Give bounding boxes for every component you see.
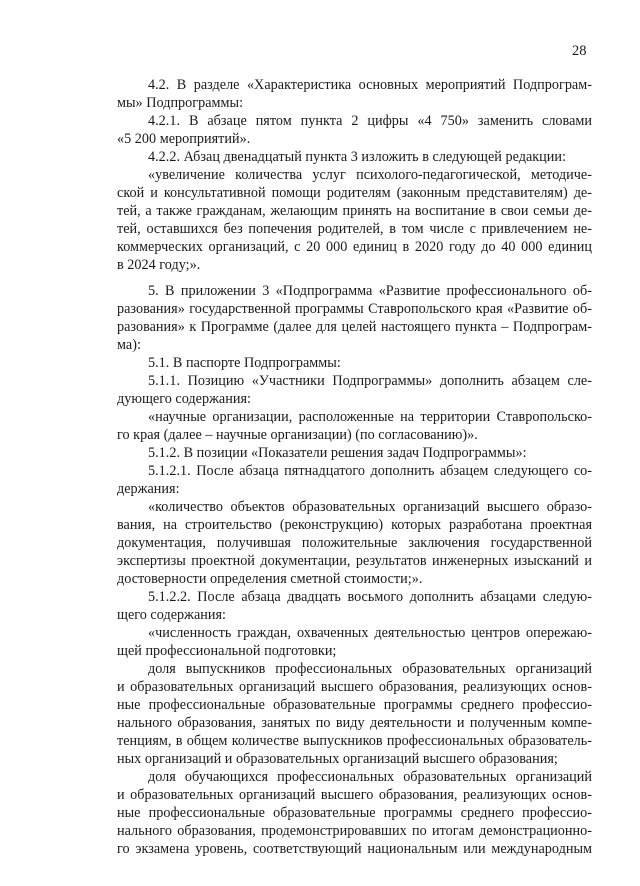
text-line: го экзамена уровень, соответствующий национальным или международным <box>117 841 592 857</box>
text-line: ской и консультативной помощи родителям (законным представителям) де- <box>117 185 592 201</box>
text-line: 5. В приложении 3 «Подпрограмма «Развитие профессионального об- <box>148 283 592 299</box>
text-line: ных организаций и образовательных организаций высшего образования; <box>117 751 558 767</box>
text-line: 5.1.2. В позиции «Показатели решения задач Подпрограммы»: <box>148 445 527 461</box>
text-line: «численность граждан, охваченных деятельностью центров опережаю- <box>148 625 592 641</box>
text-line: нального образования, занятых по виду деятельности и полученным компе- <box>117 715 592 731</box>
text-line: документация, получившая положительные заключения государственной <box>117 535 592 551</box>
text-line: ные профессиональные образовательные программы среднего профессио- <box>117 805 592 821</box>
text-line: 4.2.2. Абзац двенадцатый пункта 3 изложить в следующей редакции: <box>148 149 566 165</box>
text-line: 5.1.2.2. После абзаца двадцать восьмого дополнить абзацами следую- <box>148 589 592 605</box>
text-line: коммерческих организаций, с 20 000 единиц в 2020 году до 40 000 единиц <box>117 239 592 255</box>
text-line: 4.2. В разделе «Характеристика основных мероприятий Подпрограм- <box>148 77 592 93</box>
text-line: разования» к Программе (далее для целей настоящего пункта – Подпрограм- <box>117 319 592 335</box>
text-line: ные профессиональные образовательные программы среднего профессио- <box>117 697 592 713</box>
text-line: 5.1. В паспорте Подпрограммы: <box>148 355 341 371</box>
text-line: «научные организации, расположенные на территории Ставропольско- <box>148 409 592 425</box>
text-line: в 2024 году;». <box>117 257 201 273</box>
text-line: 5.1.2.1. После абзаца пятнадцатого дополнить абзацем следующего со- <box>148 463 592 479</box>
text-line: щей профессиональной подготовки; <box>117 643 337 659</box>
text-line: мы» Подпрограммы: <box>117 95 244 111</box>
text-line: держания: <box>117 481 180 497</box>
text-line: доля обучающихся профессиональных образовательных организаций <box>148 769 592 785</box>
text-line: достоверности определения сметной стоимости;». <box>117 571 423 587</box>
text-line: тей, оставшихся без попечения родителей, в том числе с привлечением не- <box>117 221 592 237</box>
text-line: тенциям, в общем количестве выпускников профессиональных образователь- <box>117 733 592 749</box>
text-line: 5.1.1. Позицию «Участники Подпрограммы» дополнить абзацем сле- <box>148 373 592 389</box>
text-line: и образовательных организаций высшего образования, реализующих основ- <box>117 787 592 803</box>
text-line: тей, а также гражданам, желающим принять на воспитание в свои семьи де- <box>117 203 592 219</box>
text-line: го края (далее – научные организации) (по согласованию)». <box>117 427 478 443</box>
page-number: 28 <box>572 43 587 59</box>
text-line: дующего содержания: <box>117 391 251 407</box>
text-line: «увеличение количества услуг психолого-педагогической, методиче- <box>148 167 592 183</box>
text-line: нального образования, продемонстрировавших по итогам демонстрационно- <box>117 823 592 839</box>
text-line: «5 200 мероприятий». <box>117 131 251 147</box>
text-line: ма): <box>117 337 141 353</box>
text-line: щего содержания: <box>117 607 226 623</box>
text-line: вания, на строительство (реконструкцию) которых разработана проектная <box>117 517 592 533</box>
text-line: доля выпускников профессиональных образовательных организаций <box>148 661 592 677</box>
text-line: и образовательных организаций высшего образования, реализующих основ- <box>117 679 592 695</box>
text-line: разования» государственной программы Ставропольского края «Развитие об- <box>117 301 592 317</box>
text-line: «количество объектов образовательных организаций высшего образо- <box>148 499 592 515</box>
text-line: экспертизы проектной документации, результатов инженерных изысканий и <box>117 553 592 569</box>
text-line: 4.2.1. В абзаце пятом пункта 2 цифры «4 750» заменить словами <box>148 113 592 129</box>
